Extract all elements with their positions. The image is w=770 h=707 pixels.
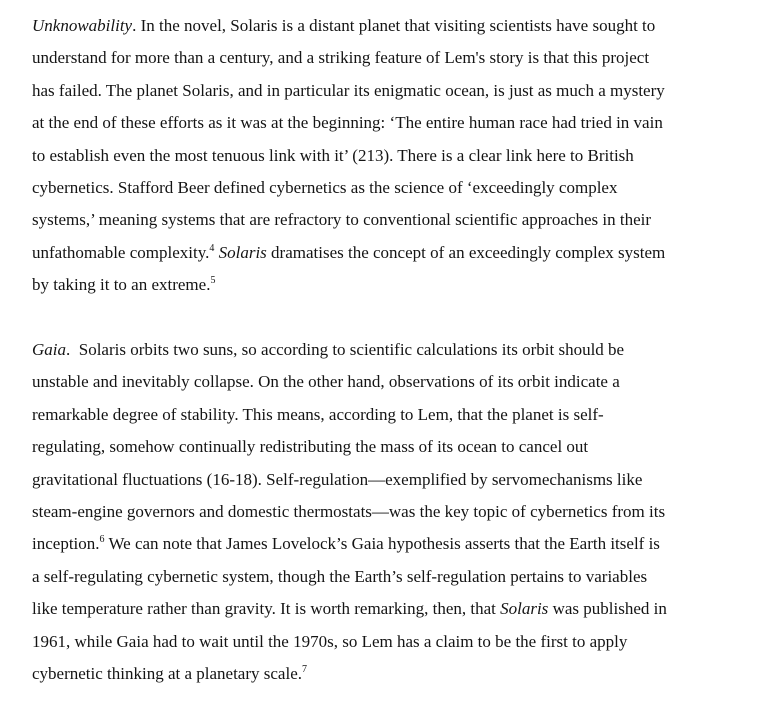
footnote-ref-4[interactable]: 4 xyxy=(209,242,215,254)
text-line xyxy=(32,42,748,74)
text-run: has failed. The planet Solaris, and in particular its enigmatic ocean, is just as much a mystery xyxy=(32,80,665,100)
text-line xyxy=(32,10,748,42)
document-body xyxy=(32,10,748,691)
text-run: gravitational fluctuations (16-18). Self-regulation—exemplified by servomechanisms like xyxy=(32,469,643,489)
text-run: . Solaris orbits two suns, so according to scientific calculations its orbit should be xyxy=(66,340,625,360)
text-line xyxy=(32,496,748,528)
text-run: like temperature rather than gravity. It is worth remarking, then, that xyxy=(32,599,501,619)
text-run: We can note that James Lovelock’s Gaia hypothesis asserts that the Earth itself is xyxy=(104,534,660,554)
text-run: unfathomable complexity. xyxy=(32,242,210,262)
text-line xyxy=(32,528,748,560)
text-line xyxy=(32,626,748,658)
text-line xyxy=(32,399,748,431)
text-run: was published in xyxy=(548,599,667,619)
text-line xyxy=(32,75,748,107)
text-run: inception. xyxy=(32,534,100,554)
text-run: dramatises the concept of an exceedingly complex system xyxy=(266,242,666,262)
text-line xyxy=(32,172,748,204)
title-italic: Solaris xyxy=(218,242,267,262)
text-run: remarkable degree of stability. This means, according to Lem, that the planet is self- xyxy=(32,404,604,424)
text-run: by taking it to an extreme. xyxy=(32,275,211,295)
text-line xyxy=(32,204,748,236)
text-line xyxy=(32,464,748,496)
text-line xyxy=(32,334,748,366)
text-run: 1961, while Gaia had to wait until the 1970s, so Lem has a claim to be the first to apply xyxy=(32,631,628,651)
text-line xyxy=(32,269,748,301)
text-line xyxy=(32,107,748,139)
footnote-ref-5[interactable]: 5 xyxy=(210,275,216,287)
title-italic: Solaris xyxy=(500,599,549,619)
text-run: cybernetic thinking at a planetary scale. xyxy=(32,664,302,684)
paragraph-unknowability xyxy=(32,10,748,302)
section-heading-unknowability: Unknowability xyxy=(32,16,133,35)
text-run: understand for more than a century, and a striking feature of Lem's story is that this project xyxy=(32,48,650,68)
footnote-ref-6[interactable]: 6 xyxy=(99,534,105,546)
footnote-ref-7[interactable]: 7 xyxy=(302,664,307,676)
text-run: systems,’ meaning systems that are refractory to conventional scientific approaches in their xyxy=(32,210,652,230)
text-line xyxy=(32,658,748,690)
text-line xyxy=(32,366,748,398)
text-line xyxy=(32,140,748,172)
text-line xyxy=(32,593,748,625)
text-line xyxy=(32,237,748,269)
text-line xyxy=(32,431,748,463)
text-run: cybernetics. Stafford Beer defined cybernetics as the science of ‘exceedingly complex xyxy=(32,178,618,198)
text-run: steam-engine governors and domestic thermostats—was the key topic of cybernetics from its xyxy=(32,502,666,522)
section-heading-gaia: Gaia xyxy=(32,340,66,360)
text-run: regulating, somehow continually redistributing the mass of its ocean to cancel out xyxy=(32,437,589,457)
text-run: unstable and inevitably collapse. On the other hand, observations of its orbit indicate a xyxy=(32,372,620,392)
paragraph-gaia xyxy=(32,334,748,690)
text-run: a self-regulating cybernetic system, though the Earth’s self-regulation pertains to variables xyxy=(32,566,648,586)
text-run: . In the novel, Solaris is a distant planet that visiting scientists have sought to xyxy=(132,16,656,35)
text-run: to establish even the most tenuous link with it’ (213). There is a clear link here to British xyxy=(32,145,634,165)
paragraph-gap xyxy=(32,302,748,334)
text-line xyxy=(32,561,748,593)
text-run: at the end of these efforts as it was at the beginning: ‘The entire human race had tried in vain xyxy=(32,113,663,133)
